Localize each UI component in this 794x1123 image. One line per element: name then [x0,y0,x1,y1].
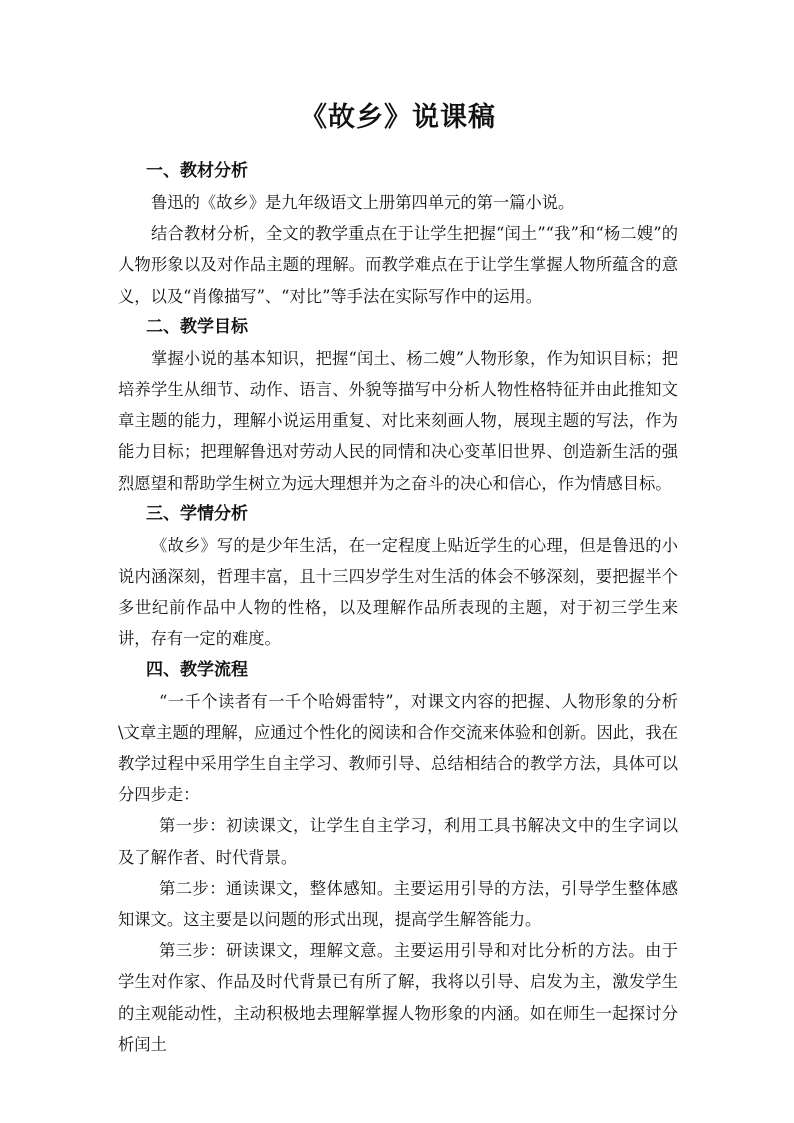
document-body [118,156,678,1060]
paragraph-step-2: 第二步：通读课文，整体感知。主要运用引导的方法，引导学生整体感知课文。这主要是以问题的形式出现，提高学生解答能力。 [118,878,678,930]
section-textbook-analysis [118,156,678,312]
paragraph: “一千个读者有一千个哈姆雷特”，对课文内容的把握、人物形象的分析\文章主题的理解，应通过个性化的阅读和合作交流来体验和创新。因此，我在教学过程中采用学生自主学习、教师引导、总结相结合的教学方法，具体可以分四步走： [118,691,678,805]
document-title: 《故乡》说课稿 [300,102,496,133]
paragraph: 掌握小说的基本知识，把握“闰土、杨二嫂”人物形象，作为知识目标；把培养学生从细节、动作、语言、外貌等描写中分析人物性格特征并由此推知文章主题的能力，理解小说运用重复、对比来刻画人物，展现主题的写法，作为能力目标；把理解鲁迅对劳动人民的同情和决心变革旧世界、创造新生活的强烈愿望和帮助学生树立为远大理想并为之奋斗的决心和信心，作为情感目标。 [118,348,678,493]
section-teaching-objectives [118,312,678,499]
paragraph: 鲁迅的《故乡》是九年级语文上册第四单元的第一篇小说。 [151,193,575,212]
paragraph: 结合教材分析，全文的教学重点在于让学生把握“闰土”“我”和“杨二嫂”的人物形象以及对作品主题的理解。而教学难点在于让学生掌握人物所蕴含的意义，以及“肖像描写”、“对比”等手法在实际写作中的运用。 [118,224,678,306]
section-heading: 四、教学流程 [146,659,248,680]
paragraph-step-1: 第一步：初读课文，让学生自主学习，利用工具书解决文中的生字词以及了解作者、时代背景。 [118,816,678,867]
section-heading: 一、教材分析 [146,161,248,181]
paragraph: 《故乡》写的是少年生活，在一定程度上贴近学生的心理，但是鲁迅的小说内涵深刻，哲理丰富，且十三四岁学生对生活的体会不够深刻，要把握半个多世纪前作品中人物的性格，以及理解作品所表现的主题，对于初三学生来讲，存有一定的难度。 [118,535,678,649]
document-page [118,0,678,1123]
section-heading: 三、学情分析 [146,503,248,524]
paragraph-step-3: 第三步：研读课文，理解文意。主要运用引导和对比分析的方法。由于学生对作家、作品及时代背景已有所了解，我将以引导、启发为主，激发学生的主观能动性，主动积极地去理解掌握人物形象的内涵。如在师生一起探讨分析闰土 [118,941,678,1054]
section-student-analysis [118,499,678,655]
section-heading: 二、教学目标 [146,316,248,337]
section-teaching-process [118,655,678,1060]
